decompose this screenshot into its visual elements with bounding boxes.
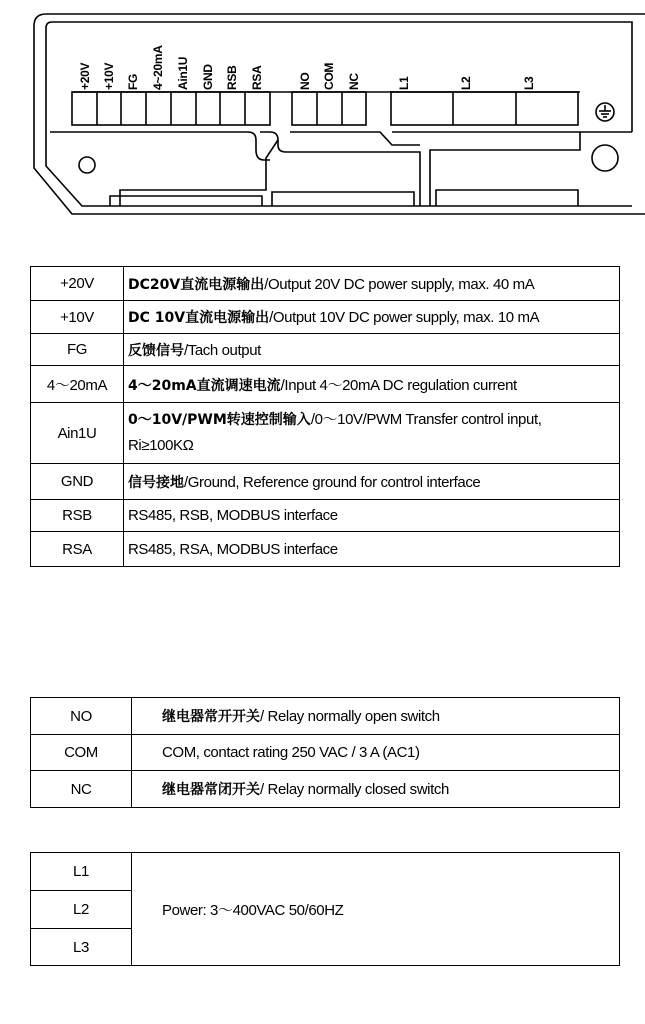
terminal-description: 继电器常闭开关/ Relay normally closed switch (132, 771, 620, 808)
terminal-description: 信号接地/Ground, Reference ground for control interface (124, 464, 620, 500)
terminal-label-ain1u: Ain1U (176, 56, 190, 90)
table-row (31, 853, 620, 891)
table-row (31, 334, 620, 366)
terminal-name: NO (31, 698, 132, 735)
power-terminal-table (30, 852, 620, 966)
terminal-label-l3: L3 (522, 76, 536, 90)
terminal-label-gnd: GND (201, 64, 215, 90)
terminal-name: RSB (31, 500, 124, 532)
terminal-label-no: NO (298, 72, 312, 90)
terminal-label-nc: NC (347, 73, 361, 90)
table-row (31, 532, 620, 567)
terminal-description: 4～20mA直流调速电流/Input 4～20mA DC regulation current (124, 366, 620, 403)
table-row (31, 464, 620, 500)
terminal-name: +10V (31, 301, 124, 334)
terminal-block-diagram (0, 0, 645, 225)
terminal-label-com: COM (322, 62, 336, 90)
terminal-description: 反馈信号/Tach output (124, 334, 620, 366)
table-row (31, 698, 620, 735)
control-terminal-table (30, 266, 620, 567)
terminal-label-l2: L2 (459, 76, 473, 90)
terminal-description: DC20V直流电源输出/Output 20V DC power supply, max. 40 mA (124, 267, 620, 301)
terminal-description: RS485, RSA, MODBUS interface (124, 532, 620, 567)
table-row (31, 500, 620, 532)
relay-terminal-table (30, 697, 620, 808)
table-row (31, 735, 620, 771)
terminal-label-4-20ma: 4~20mA (151, 45, 165, 90)
table-row (31, 403, 620, 464)
terminal-name: L2 (31, 891, 132, 929)
table-row (31, 301, 620, 334)
terminal-label-l1: L1 (397, 76, 411, 90)
terminal-name: NC (31, 771, 132, 808)
terminal-name: +20V (31, 267, 124, 301)
terminal-label-fg: FG (126, 73, 140, 90)
table-row (31, 366, 620, 403)
terminal-description: RS485, RSB, MODBUS interface (124, 500, 620, 532)
terminal-description: 0～10V/PWM转速控制输入/0～10V/PWM Transfer control input, Ri≥100KΩ (124, 403, 620, 464)
terminal-name: FG (31, 334, 124, 366)
terminal-name: COM (31, 735, 132, 771)
table-row (31, 771, 620, 808)
terminal-description: 继电器常开开关/ Relay normally open switch (132, 698, 620, 735)
terminal-label-10v: +10V (102, 62, 116, 90)
terminal-name: GND (31, 464, 124, 500)
terminal-name: 4～20mA (31, 366, 124, 403)
power-description: Power: 3～400VAC 50/60HZ (132, 853, 620, 966)
terminal-label-rsa: RSA (250, 65, 264, 90)
terminal-name: Ain1U (31, 403, 124, 464)
terminal-name: L3 (31, 929, 132, 966)
terminal-description: DC 10V直流电源输出/Output 10V DC power supply, max. 10 mA (124, 301, 620, 334)
terminal-label-20v: +20V (78, 62, 92, 90)
terminal-description: COM, contact rating 250 VAC / 3 A (AC1) (132, 735, 620, 771)
terminal-label-rsb: RSB (225, 65, 239, 90)
terminal-name: L1 (31, 853, 132, 891)
terminal-name: RSA (31, 532, 124, 567)
table-row (31, 267, 620, 301)
